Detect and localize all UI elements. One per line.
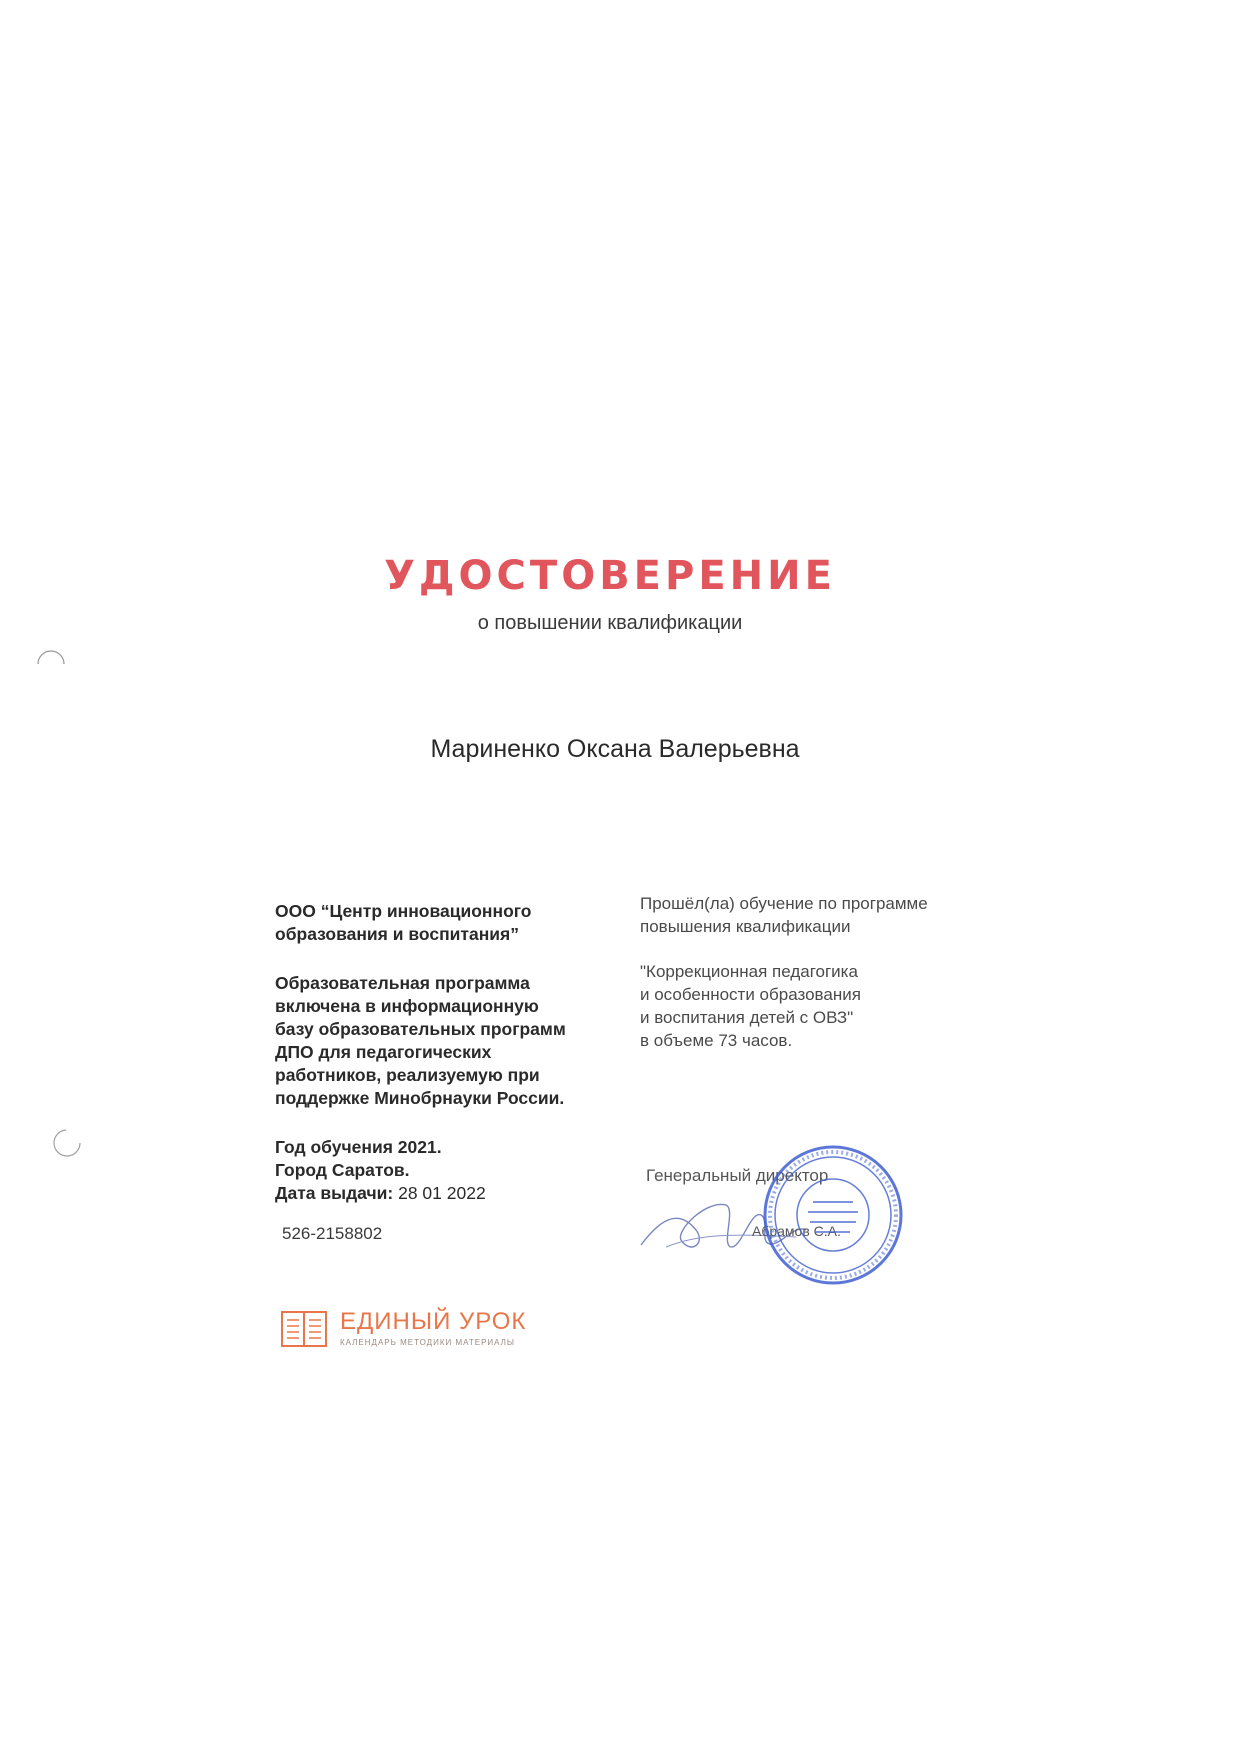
director-title: Генеральный директор — [646, 1166, 829, 1185]
recipient-name: Мариненко Оксана Валерьевна — [430, 735, 800, 763]
program-line: поддержке Минобрнауки России. — [275, 1088, 565, 1108]
certificate-number: 526-2158802 — [282, 1224, 383, 1243]
director-name: Абрамов С.А. — [752, 1223, 841, 1239]
organization-name — [275, 900, 615, 946]
course-info — [640, 892, 970, 1052]
logo-name: ЕДИНЫЙ УРОК — [340, 1308, 527, 1335]
intro-line: повышения квалификации — [640, 917, 851, 936]
program-note — [275, 972, 615, 1110]
program-line: базу образовательных программ — [275, 1019, 566, 1039]
certificate-subtitle: о повышении квалификации — [477, 612, 743, 634]
course-title-line: и особенности образования — [640, 985, 861, 1004]
city: Город Саратов. — [275, 1160, 410, 1180]
punch-hole-mark — [52, 1128, 82, 1158]
program-line: работников, реализуемую при — [275, 1065, 540, 1085]
certificate-title: УДОСТОВЕРЕНИЕ — [384, 553, 836, 599]
study-year: Год обучения 2021. — [275, 1137, 442, 1157]
logo-tagline: КАЛЕНДАРЬ МЕТОДИКИ МАТЕРИАЛЫ — [340, 1338, 515, 1347]
org-line: ООО “Центр инновационного — [275, 901, 532, 921]
course-hours: в объеме 73 часов. — [640, 1031, 793, 1050]
book-icon — [280, 1310, 328, 1348]
course-title-line: и воспитания детей с ОВЗ" — [640, 1008, 854, 1027]
issue-date: 28 01 2022 — [398, 1183, 486, 1203]
program-line: включена в информационную — [275, 996, 539, 1016]
program-line: Образовательная программа — [275, 973, 530, 993]
issuer-info — [275, 900, 615, 1205]
official-seal-stamp — [758, 1140, 908, 1290]
punch-hole-mark — [36, 650, 66, 680]
program-line: ДПО для педагогических — [275, 1042, 492, 1062]
intro-line: Прошёл(ла) обучение по программе — [640, 894, 928, 913]
issue-date-label: Дата выдачи: — [275, 1183, 394, 1203]
course-title-line: "Коррекционная педагогика — [640, 962, 858, 981]
issue-details — [275, 1136, 615, 1205]
org-line: образования и воспитания” — [275, 924, 520, 944]
